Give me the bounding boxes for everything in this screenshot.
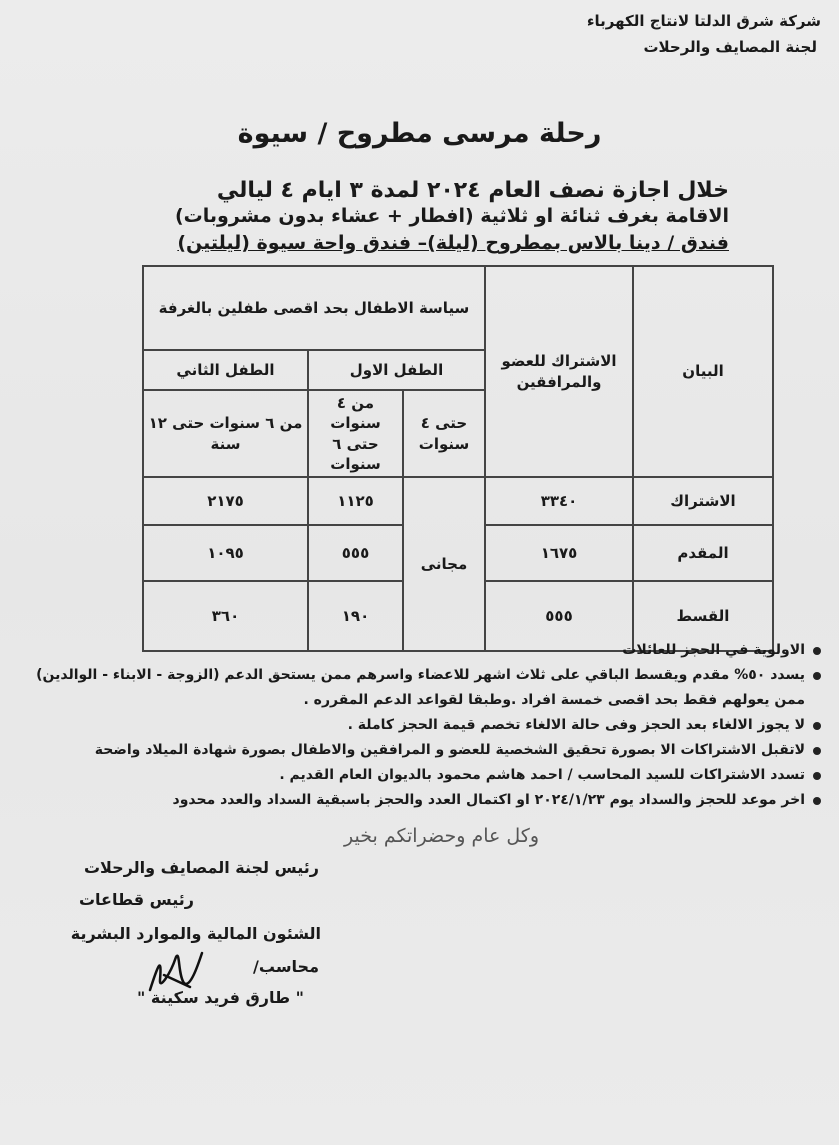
signatory-name: " طارق فريد سكينة ": [136, 988, 304, 1007]
accommodation-info: الاقامة بغرف ثنائة او ثلاثية (افطار + عشاء بدون مشروبات): [175, 205, 729, 227]
subscription-value: ٥٥٥: [485, 581, 633, 651]
handwritten-signature: [140, 945, 210, 1005]
table-row: [143, 477, 773, 525]
row-label: المقدم: [633, 525, 773, 581]
trip-duration: خلال اجازة نصف العام ٢٠٢٤ لمدة ٣ ايام ٤ ليالي: [216, 178, 729, 203]
subscription-value: ٣٣٤٠: [485, 477, 633, 525]
signature-title: رئيس لجنة المصايف والرحلات: [83, 858, 319, 877]
price-table: [142, 265, 774, 652]
age-4-to-6: من ٤ سنوات حتى ٦ سنوات: [308, 390, 403, 477]
signature-department: الشئون المالية والموارد البشرية: [70, 924, 321, 943]
org-name: شركة شرق الدلتا لانتاج الكهرباء: [586, 12, 821, 30]
child-6-12-value: ١٠٩٥: [143, 525, 308, 581]
signature-role: محاسب/: [253, 957, 319, 976]
age-6-to-12: من ٦ سنوات حتى ١٢ سنة: [143, 390, 308, 477]
list-item: لا يجوز الالغاء بعد الحجز وفى حالة الالغاء تخصم قيمة الحجز كاملة .: [11, 713, 821, 738]
header-second-child: الطفل الثاني: [143, 350, 308, 390]
free-cell: مجانى: [403, 477, 485, 651]
child-6-12-value: ٢١٧٥: [143, 477, 308, 525]
header-children-policy: سياسة الاطفال بحد اقصى طفلين بالغرفة: [143, 266, 485, 350]
child-4-6-value: ١١٢٥: [308, 477, 403, 525]
header-first-child: الطفل الاول: [308, 350, 485, 390]
row-label: الاشتراك: [633, 477, 773, 525]
hotels-info: فندق / دينا بالاس بمطروح (ليلة)– فندق واحة سيوة (ليلتين): [177, 232, 729, 254]
child-4-6-value: ٥٥٥: [308, 525, 403, 581]
list-item: يسدد ٥٠% مقدم ويقسط الباقي على ثلاث اشهر للاعضاء واسرهم ممن يستحق الدعم (الزوجة - الابناء - الوالدين) ممن يعولهم فقط بحد اقصى خمسة افراد .وطبقا لقواعد الدعم المقرره .: [11, 663, 821, 713]
header-subscription: الاشتراك للعضو والمرافقين: [485, 266, 633, 477]
child-4-6-value: ١٩٠: [308, 581, 403, 651]
greeting: وكل عام وحضراتكم بخير: [344, 825, 539, 847]
notes-list: [11, 638, 821, 813]
list-item: تسدد الاشتراكات للسيد المحاسب / احمد هاشم محمود بالديوان العام القديم .: [11, 763, 821, 788]
list-item: اخر موعد للحجز والسداد يوم ٢٠٢٤/١/٢٣ او اكتمال العدد والحجز باسبقية السداد والعدد محدود: [11, 788, 821, 813]
header-statement: البيان: [633, 266, 773, 477]
age-up-to-4: حتى ٤ سنوات: [403, 390, 485, 477]
subscription-value: ١٦٧٥: [485, 525, 633, 581]
trip-title: رحلة مرسى مطروح / سيوة: [237, 118, 602, 149]
signature-sector: رئيس قطاعات: [78, 890, 194, 909]
child-6-12-value: ٣٦٠: [143, 581, 308, 651]
row-label: القسط: [633, 581, 773, 651]
list-item: لاتقبل الاشتراكات الا بصورة تحقيق الشخصية للعضو و المرافقين والاطفال بصورة شهادة الميلاد واضحة: [11, 738, 821, 763]
committee-name: لجنة المصايف والرحلات: [643, 38, 817, 56]
list-item: الاولوية في الحجز للعائلات: [11, 638, 821, 663]
